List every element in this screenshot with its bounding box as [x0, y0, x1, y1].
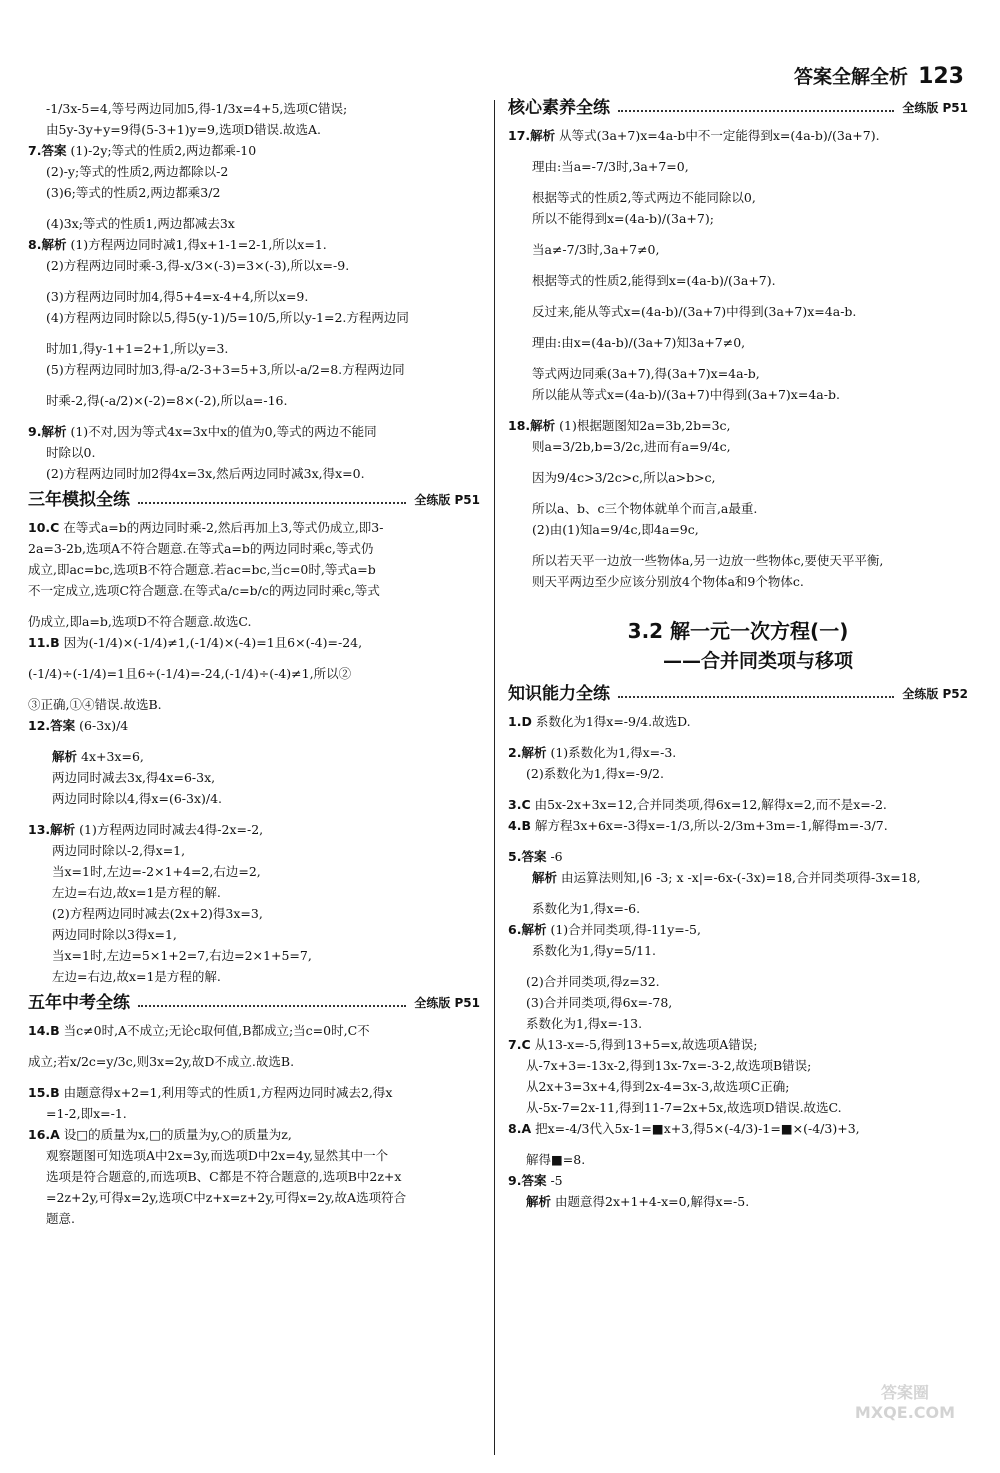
text-line: 根据等式的性质2,等式两边不能同除以0,: [532, 190, 756, 205]
text-line: =2z+2y,可得x=2y,选项C中z+x=z+2y,可得x=2y,故A选项符合: [46, 1190, 407, 1205]
section-edition: 全练版 P51: [414, 493, 480, 507]
text-line: 当x=1时,左边=5×1+2=7,右边=2×1+5=7,: [52, 948, 312, 963]
text-line: 所以若天平一边放一些物体a,另一边放一些物体c,要使天平平衡,: [532, 553, 884, 568]
text-line: 理由:由x=(4a-b)/(3a+7)知3a+7≠0,: [532, 335, 746, 350]
section-title: 五年中考全练: [28, 993, 130, 1013]
text-line: 当a≠-7/3时,3a+7≠0,: [532, 242, 660, 257]
text-line: (1)根据题图知2a=3b,2b=3c,: [559, 418, 731, 433]
text-line: 解方程3x+6x=-3得x=-1/3,所以-2/3m+3m=-1,解得m=-3/7.: [534, 818, 888, 833]
text-line: 所以a、b、c三个物体就单个而言,a最重.: [532, 501, 758, 516]
text-line: 所以能从等式x=(4a-b)/(3a+7)中得到(3a+7)x=4a-b.: [532, 387, 840, 402]
text-line: 在等式a=b的两边同时乘-2,然后再加上3,等式仍成立,即3-: [63, 520, 384, 535]
chapter-title: 3.2 解一元一次方程(一): [627, 619, 849, 643]
header-title: 答案全解全析: [794, 66, 909, 88]
section-edition: 全练版 P51: [902, 101, 968, 115]
dotted-leader: [618, 696, 894, 698]
text-line: (2)方程两边同时乘-3,得-x/3×(-3)=3×(-3),所以x=-9.: [46, 258, 350, 273]
analysis-label: 解析: [532, 870, 558, 885]
question-label: 16.A: [28, 1127, 60, 1142]
text-line: 选项是符合题意的,而选项B、C都是不符合题意的,选项B中2z+x: [46, 1169, 402, 1184]
text-line: (1)-2y;等式的性质2,两边都乘-10: [70, 143, 257, 158]
text-line: 系数化为1,得y=5/11.: [532, 943, 657, 958]
section-header: [28, 995, 480, 1012]
text-line: 根据等式的性质2,能得到x=(4a-b)/(3a+7).: [532, 273, 776, 288]
text-line: 从-7x+3=-13x-2,得到13x-7x=-3-2,故选项B错误;: [526, 1058, 812, 1073]
text-line: 时除以0.: [46, 445, 96, 460]
text-line: 题意.: [46, 1211, 75, 1226]
text-line: 系数化为1,得x=-13.: [526, 1016, 643, 1031]
text-line: 4x+3x=6,: [81, 749, 144, 764]
right-column: [508, 100, 968, 1214]
text-line: 系数化为1得x=-9/4.故选D.: [535, 714, 691, 729]
text-line: 两边同时减去3x,得4x=6-3x,: [52, 770, 216, 785]
text-line: 从等式(3a+7)x=4a-b中不一定能得到x=(4a-b)/(3a+7).: [559, 128, 880, 143]
left-column: [28, 100, 480, 1231]
text-line: =1-2,即x=-1.: [46, 1106, 127, 1121]
text-line: 观察题图可知选项A中2x=3y,而选项D中2x=4y,显然其中一个: [46, 1148, 389, 1163]
section-header: [28, 492, 480, 509]
answer-text: -5: [550, 1173, 563, 1188]
text-line: (1)系数化为1,得x=-3.: [550, 745, 677, 760]
text-line: (3)合并同类项,得6x=-78,: [526, 995, 673, 1010]
text-line: 不一定成立,选项C符合题意.在等式a/c=b/c的两边同时乘c,等式: [28, 583, 380, 598]
question-label: 15.B: [28, 1085, 60, 1100]
question-label: 17.解析: [508, 128, 556, 143]
answer-text: -6: [550, 849, 563, 864]
text-line: 解得■=8.: [526, 1152, 586, 1167]
text-line: 等式两边同乘(3a+7),得(3a+7)x=4a-b,: [532, 366, 760, 381]
text-line: (5)方程两边同时加3,得-a/2-3+3=5+3,所以-a/2=8.方程两边同: [46, 362, 405, 377]
chapter-subtitle: ——合并同类项与移项: [662, 650, 853, 672]
question-label: 6.解析: [508, 922, 547, 937]
text-line: (1)合并同类项,得-11y=-5,: [550, 922, 701, 937]
answer-text: (6-3x)/4: [79, 718, 129, 733]
question-label: 9.答案: [508, 1173, 547, 1188]
text-line: (4)3x;等式的性质1,两边都减去3x: [46, 216, 235, 231]
page-header: [794, 62, 964, 89]
text-line: 由题意得2x+1+4-x=0,解得x=-5.: [555, 1194, 750, 1209]
text-line: 由运算法则知,|6 -3; x -x|=-6x-(-3x)=18,合并同类项得-3x=18,: [561, 870, 921, 885]
text-line: 成立,即ac=bc,选项B不符合题意.若ac=bc,当c=0时,等式a=b: [28, 562, 376, 577]
text-line: 由5x-2x+3x=12,合并同类项,得6x=12,解得x=2,而不是x=-2.: [534, 797, 887, 812]
analysis-label: 解析: [526, 1194, 552, 1209]
text-line: (3)6;等式的性质2,两边都乘3/2: [46, 185, 221, 200]
text-line: 左边=右边,故x=1是方程的解.: [52, 885, 221, 900]
section-header: [508, 100, 968, 117]
text-line: 因为9/4c>3/2c>c,所以a>b>c,: [532, 470, 716, 485]
text-line: (1)方程两边同时减去4得-2x=-2,: [79, 822, 264, 837]
question-label: 14.B: [28, 1023, 60, 1038]
section-header: [508, 686, 968, 703]
site-watermark: [830, 1380, 980, 1465]
question-label: 2.解析: [508, 745, 547, 760]
text-line: 当c≠0时,A不成立;无论c取何值,B都成立;当c=0时,C不: [63, 1023, 370, 1038]
page-number: 123: [918, 64, 964, 89]
question-label: 10.C: [28, 520, 60, 535]
text-line: (1)不对,因为等式4x=3x中x的值为0,等式的两边不能同: [70, 424, 377, 439]
text-line: 由5y-3y+y=9得(5-3+1)y=9,选项D错误.故选A.: [46, 122, 321, 137]
section-edition: 全练版 P52: [902, 687, 968, 701]
text-line: 两边同时除以-2,得x=1,: [52, 843, 186, 858]
question-label: 9.解析: [28, 424, 67, 439]
text-line: (-1/4)÷(-1/4)=1且6÷(-1/4)=-24,(-1/4)÷(-4)≠1,所以②: [28, 666, 352, 681]
question-label: 7.C: [508, 1037, 531, 1052]
text-line: 从-5x-7=2x-11,得到11-7=2x+5x,故选项D错误.故选C.: [526, 1100, 842, 1115]
question-label: 3.C: [508, 797, 531, 812]
text-line: 仍成立,即a=b,选项D不符合题意.故选C.: [28, 614, 252, 629]
text-line: 理由:当a=-7/3时,3a+7=0,: [532, 159, 689, 174]
text-line: (2)系数化为1,得x=-9/2.: [526, 766, 664, 781]
text-line: (2)-y;等式的性质2,两边都除以-2: [46, 164, 229, 179]
text-line: (2)合并同类项,得z=32.: [526, 974, 660, 989]
text-line: (3)方程两边同时加4,得5+4=x-4+4,所以x=9.: [46, 289, 309, 304]
watermark-text: 答案圈 MXQE.COM: [854, 1383, 956, 1422]
chapter-title-block: [508, 616, 968, 676]
text-line: 两边同时除以3得x=1,: [52, 927, 177, 942]
text-line: 2a=3-2b,选项A不符合题意.在等式a=b的两边同时乘c,等式仍: [28, 541, 374, 556]
text-line: 当x=1时,左边=-2×1+4=2,右边=2,: [52, 864, 261, 879]
section-edition: 全练版 P51: [414, 996, 480, 1010]
text-line: 时乘-2,得(-a/2)×(-2)=8×(-2),所以a=-16.: [46, 393, 288, 408]
section-title: 知识能力全练: [508, 684, 610, 704]
dotted-leader: [618, 110, 894, 112]
question-label: 8.A: [508, 1121, 532, 1136]
section-title: 核心素养全练: [508, 98, 610, 118]
text-line: 系数化为1,得x=-6.: [532, 901, 641, 916]
dotted-leader: [138, 502, 406, 504]
text-line: ③正确,①④错误.故选B.: [28, 697, 162, 712]
question-label: 12.答案: [28, 718, 76, 733]
text-line: 设□的质量为x,□的质量为y,○的质量为z,: [63, 1127, 292, 1142]
section-title: 三年模拟全练: [28, 490, 130, 510]
text-line: (4)方程两边同时除以5,得5(y-1)/5=10/5,所以y-1=2.方程两边同: [46, 310, 409, 325]
text-line: 则天平两边至少应该分别放4个物体a和9个物体c.: [532, 574, 804, 589]
question-label: 7.答案: [28, 143, 67, 158]
question-label: 4.B: [508, 818, 531, 833]
text-line: 反过来,能从等式x=(4a-b)/(3a+7)中得到(3a+7)x=4a-b.: [532, 304, 857, 319]
question-label: 8.解析: [28, 237, 67, 252]
text-line: 则a=3/2b,b=3/2c,进而有a=9/4c,: [532, 439, 731, 454]
text-line: 从2x+3=3x+4,得到2x-4=3x-3,故选项C正确;: [526, 1079, 790, 1094]
text-line: (2)方程两边同时减去(2x+2)得3x=3,: [52, 906, 263, 921]
text-line: 时加1,得y-1+1=2+1,所以y=3.: [46, 341, 229, 356]
text-line: 左边=右边,故x=1是方程的解.: [52, 969, 221, 984]
text-line: 两边同时除以4,得x=(6-3x)/4.: [52, 791, 223, 806]
text-line: 由题意得x+2=1,利用等式的性质1,方程两边同时减去2,得x: [63, 1085, 393, 1100]
analysis-label: 解析: [52, 749, 78, 764]
column-divider: [494, 100, 495, 1455]
question-label: 18.解析: [508, 418, 556, 433]
text-line: 把x=-4/3代入5x-1=■x+3,得5×(-4/3)-1=■×(-4/3)+3,: [535, 1121, 860, 1136]
text-line: (2)由(1)知a=9/4c,即4a=9c,: [532, 522, 699, 537]
question-label: 13.解析: [28, 822, 76, 837]
text-line: (2)方程两边同时加2得4x=3x,然后两边同时减3x,得x=0.: [46, 466, 365, 481]
question-label: 5.答案: [508, 849, 547, 864]
text-line: 因为(-1/4)×(-1/4)≠1,(-1/4)×(-4)=1且6×(-4)=-24,: [63, 635, 363, 650]
dotted-leader: [138, 1005, 406, 1007]
text-line: (1)方程两边同时减1,得x+1-1=2-1,所以x=1.: [70, 237, 327, 252]
text-line: 从13-x=-5,得到13+5=x,故选项A错误;: [534, 1037, 758, 1052]
text-line: 所以不能得到x=(4a-b)/(3a+7);: [532, 211, 714, 226]
text-line: 成立;若x/2c=y/3c,则3x=2y,故D不成立.故选B.: [28, 1054, 295, 1069]
question-label: 11.B: [28, 635, 60, 650]
text-line: -1/3x-5=4,等号两边同加5,得-1/3x=4+5,选项C错误;: [46, 101, 348, 116]
question-label: 1.D: [508, 714, 532, 729]
